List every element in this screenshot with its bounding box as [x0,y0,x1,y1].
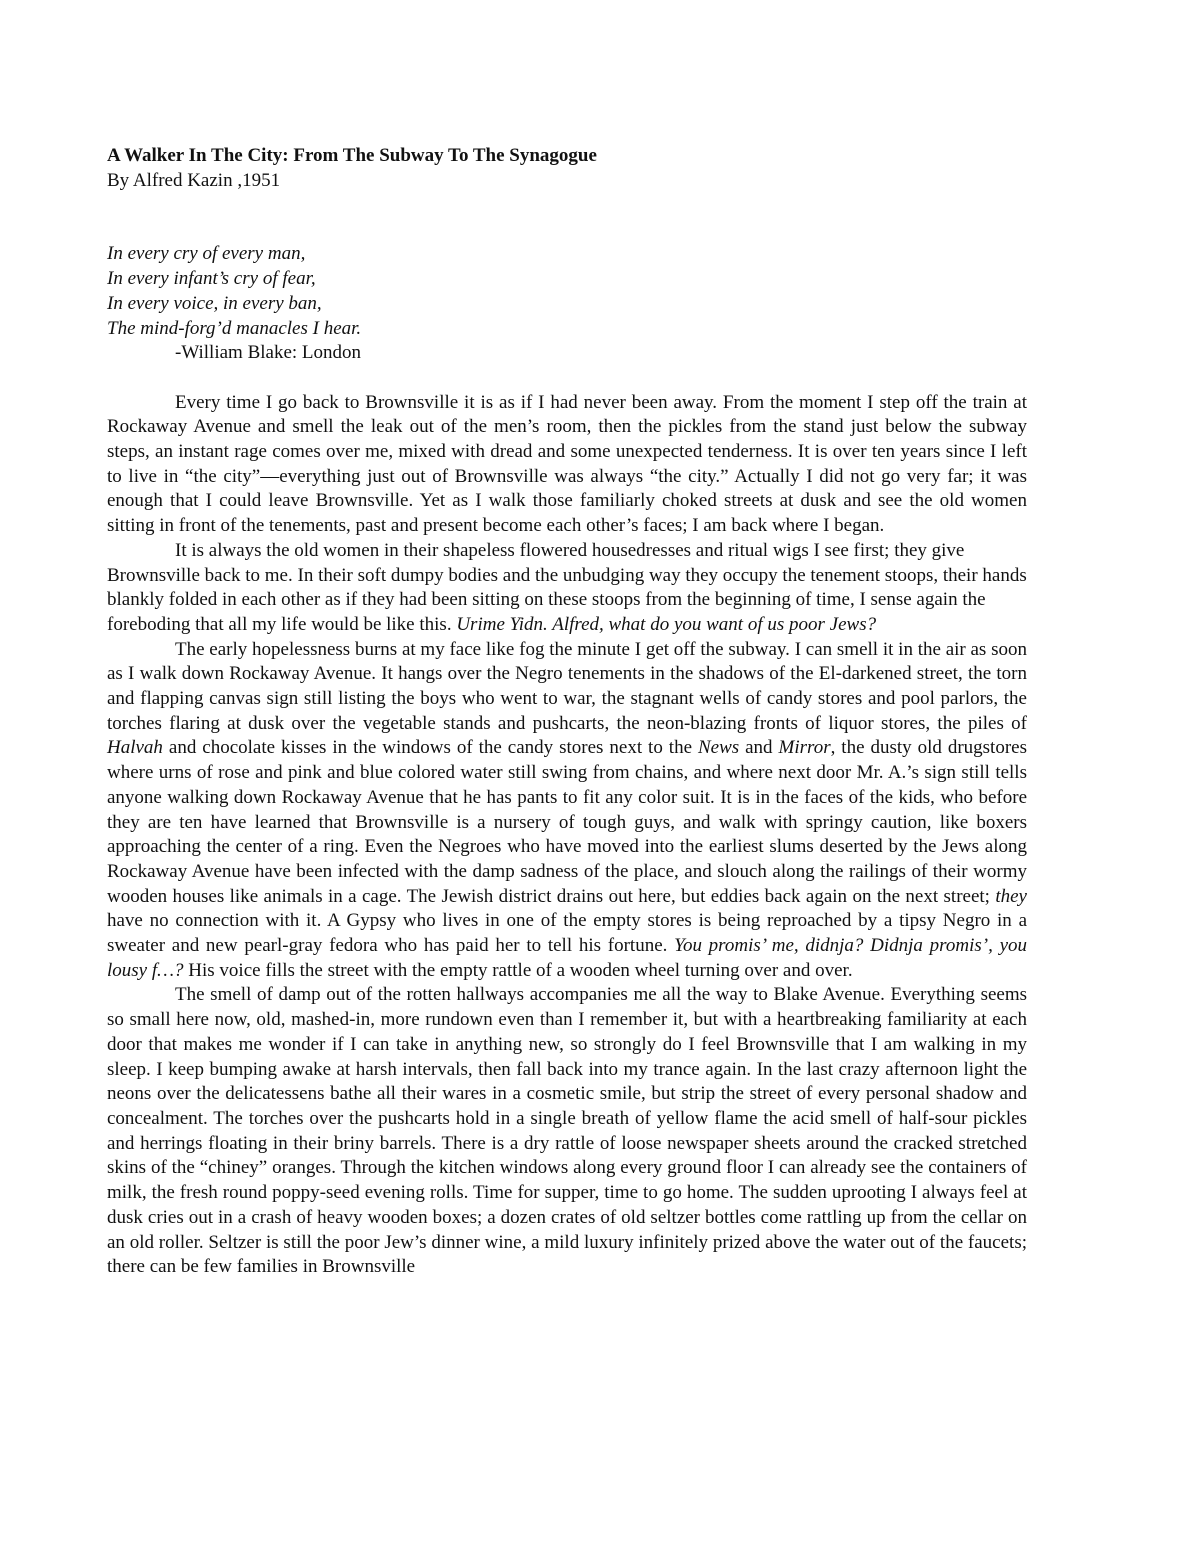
italic-text: You promis’ me, didnja? Didnja promis’, you lousy f…? [107,935,1028,981]
epigraph-line: In every voice, in every ban, [107,292,322,314]
body-paragraph [107,638,1027,984]
document-page [107,144,1027,1280]
paragraph-text: Every time I go back to Brownsville it is as if I had never been away. From the moment I step off the train at Rockaway Avenue and smell the leak out of the men’s room, then the pickles from the stand just below the subway steps, an instant rage comes over me, mixed with dread and some unexpected tenderness. It is over ten years since I left to live in “the city”—everything just out of Brownsville was always “the city.” Actually I did not go very far; it was enough that I could leave Brownsville. Yet as I walk those familiarly choked streets at dusk and see the old women sitting in front of the tenements, past and present become each other’s faces; I am back where I began. [107,391,1027,537]
body-text [107,391,1027,1280]
paragraph-text: His voice fills the street with the empty rattle of a wooden wheel turning over and over. [183,959,853,981]
spacer [107,193,1027,242]
epigraph-line: The mind-forg’d manacles I hear. [107,317,362,339]
paragraph-text: The smell of damp out of the rotten hallways accompanies me all the way to Blake Avenue. Everything seems so small here now, old, mashed-in, more rundown even than I remember it, but with a heartbreaking familiarity at each door that makes me wonder if I can take in anything new, so strongly do I feel Brownsville that I am walking in my sleep. I keep bumping awake at harsh intervals, then fall back into my trance again. In the last crazy afternoon light the neons over the delicatessens bathe all their wares in a cosmetic smile, but strip the street of every personal shadow and concealment. The torches over the pushcarts hold in a single breath of yellow flame the acid smell of half-sour pickles and herrings floating in their briny barrels. There is a dry rattle of loose newspaper sheets around the cracked stretched skins of the “chiney” oranges. Through the kitchen windows along every ground floor I can already see the containers of milk, the fresh round poppy-seed evening rolls. Time for supper, time to go home. The sudden uprooting I always feel at dusk cries out in a crash of heavy wooden boxes; a dozen crates of old seltzer bottles come rattling up from the cellar on an old roller. Seltzer is still the poor Jew’s dinner wine, a mild luxury infinitely prized above the water out of the faucets; there can be few families in Brownsville [107,984,1027,1278]
italic-text: Halvah [107,737,163,759]
paragraph-text: have no connection with it. A Gypsy who lives in one of the empty stores is being reproached by a tipsy Negro in a sweater and new pearl-gray fedora who has paid her to tell his fortune. [107,910,1027,957]
italic-text: News [697,737,740,759]
body-paragraph [107,391,1027,539]
italic-text: Mirror [778,737,831,759]
epigraph-attribution: -William Blake: London [175,342,362,364]
italic-text: Urime Yidn. Alfred, what do you want of us poor Jews? [456,613,877,635]
italic-text: they [995,885,1027,907]
paragraph-text: and [739,737,779,759]
epigraph [107,242,1027,366]
document-title: A Walker In The City: From The Subway To The Synagogue [107,145,597,166]
paragraph-text: The early hopelessness burns at my face like fog the minute I get off the subway. I can smell it in the air as soon as I walk down Rockaway Avenue. It hangs over the Negro tenements in the shadows of the El-darkened street, the torn and flapping canvas sign still listing the boys who went to war, the stagnant wells of candy stores and pool parlors, the torches flaring at dusk over the vegetable stands and pushcarts, the neon-blazing fronts of liquor stores, the piles of [107,638,1027,734]
byline: By Alfred Kazin ,1951 [107,169,281,191]
paragraph-text: and chocolate kisses in the windows of the candy stores next to the [162,737,698,759]
paragraph-text: It is always the old women in their shapeless flowered housedresses and ritual wigs I see first; they give Brownsville back to me. In their soft dumpy bodies and the unbudging way they occupy the tenement stoops, their hands blankly folded in each other as if they had been sitting on these stoops from the beginning of time, I sense again the foreboding that all my life would be like this. [107,539,1027,635]
epigraph-line: In every infant’s cry of fear, [107,268,316,290]
paragraph-text: , the dusty old drugstores where urns of rose and pink and blue colored water still swing from chains, and where next door Mr. A.’s sign still tells anyone walking down Rockaway Avenue that he has pants to fit any color suit. It is in the faces of the kids, who before they are ten have learned that Brownsville is a nursery of tough guys, and walk with springy caution, like boxers approaching the center of a ring. Even the Negroes who have moved into the earliest slums deserted by the Jews along Rockaway Avenue have been infected with the damp sadness of the place, and slouch along the railings of their wormy wooden houses like animals in a cage. The Jewish district drains out here, but eddies back again on the next street; [107,737,1027,907]
body-paragraph [107,539,1027,638]
epigraph-line: In every cry of every man, [107,243,306,265]
body-paragraph [107,983,1027,1279]
